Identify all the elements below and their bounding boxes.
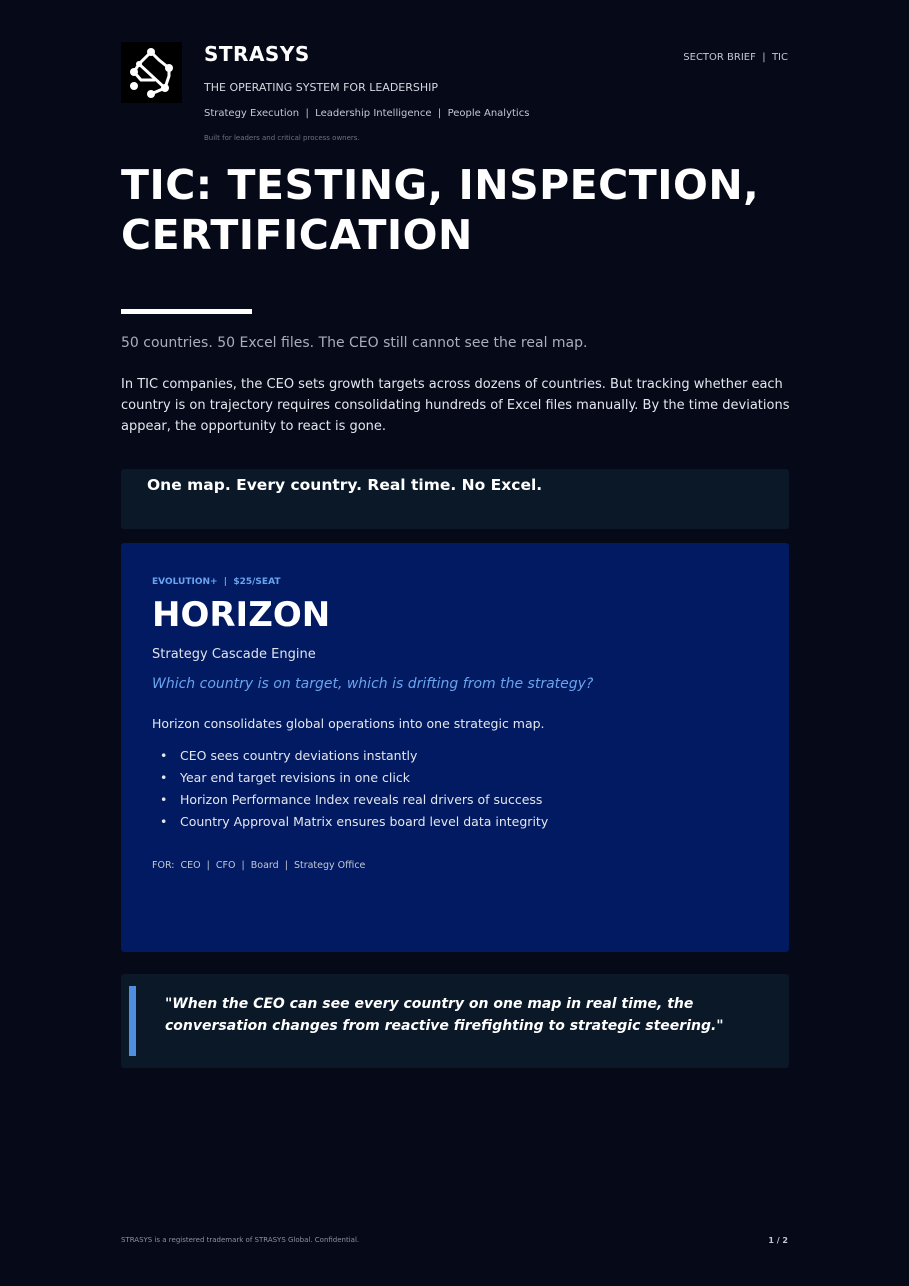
lead-text: 50 countries. 50 Excel files. The CEO still cannot see the real map. [121,335,588,351]
product-question: Which country is on target, which is drifting from the strategy? [152,676,594,692]
quote-accent-bar [129,986,136,1056]
page-number: 1 / 2 [768,1236,788,1245]
quote-text: "When the CEO can see every country on one map in real time, the conversation changes from reactive firefighting to strategic steering." [165,996,724,1034]
strasys-logo [121,42,182,103]
list-item: • Country Approval Matrix ensures board level data integrity [152,814,548,836]
built-for: Built for leaders and critical process owners. [204,134,360,142]
body-text: In TIC companies, the CEO sets growth targets across dozens of countries. But tracking whether each country is on trajectory requires consolidating hundreds of Excel files manually. By the time deviations appear, the opportunity to react is gone. [121,377,790,434]
product-name: HORIZON [152,595,331,635]
product-card [121,543,789,952]
product-tier: EVOLUTION+ | $25/SEAT [152,577,281,587]
sector-label: SECTOR BRIEF | TIC [683,52,788,63]
audience: FOR: CEO | CFO | Board | Strategy Office [152,860,366,871]
list-item: • Year end target revisions in one click [152,770,548,792]
product-description: Horizon consolidates global operations into one strategic map. [152,716,545,731]
list-item: • CEO sees country deviations instantly [152,748,548,770]
banner [121,469,789,529]
brand-name: STRASYS [204,42,310,66]
list-item: • Horizon Performance Index reveals real drivers of success [152,792,548,814]
pillars: Strategy Execution | Leadership Intelligence | People Analytics [204,108,530,119]
feature-list [152,748,548,836]
tagline: THE OPERATING SYSTEM FOR LEADERSHIP [204,81,439,94]
footer-legal: STRASYS is a registered trademark of STRASYS Global. Confidential. [121,1236,360,1244]
divider [121,309,252,314]
banner-text: One map. Every country. Real time. No Excel. [147,476,543,494]
product-subtitle: Strategy Cascade Engine [152,647,316,662]
page-title: TIC: TESTING, INSPECTION, CERTIFICATION [121,161,760,259]
quote-block [121,974,789,1068]
